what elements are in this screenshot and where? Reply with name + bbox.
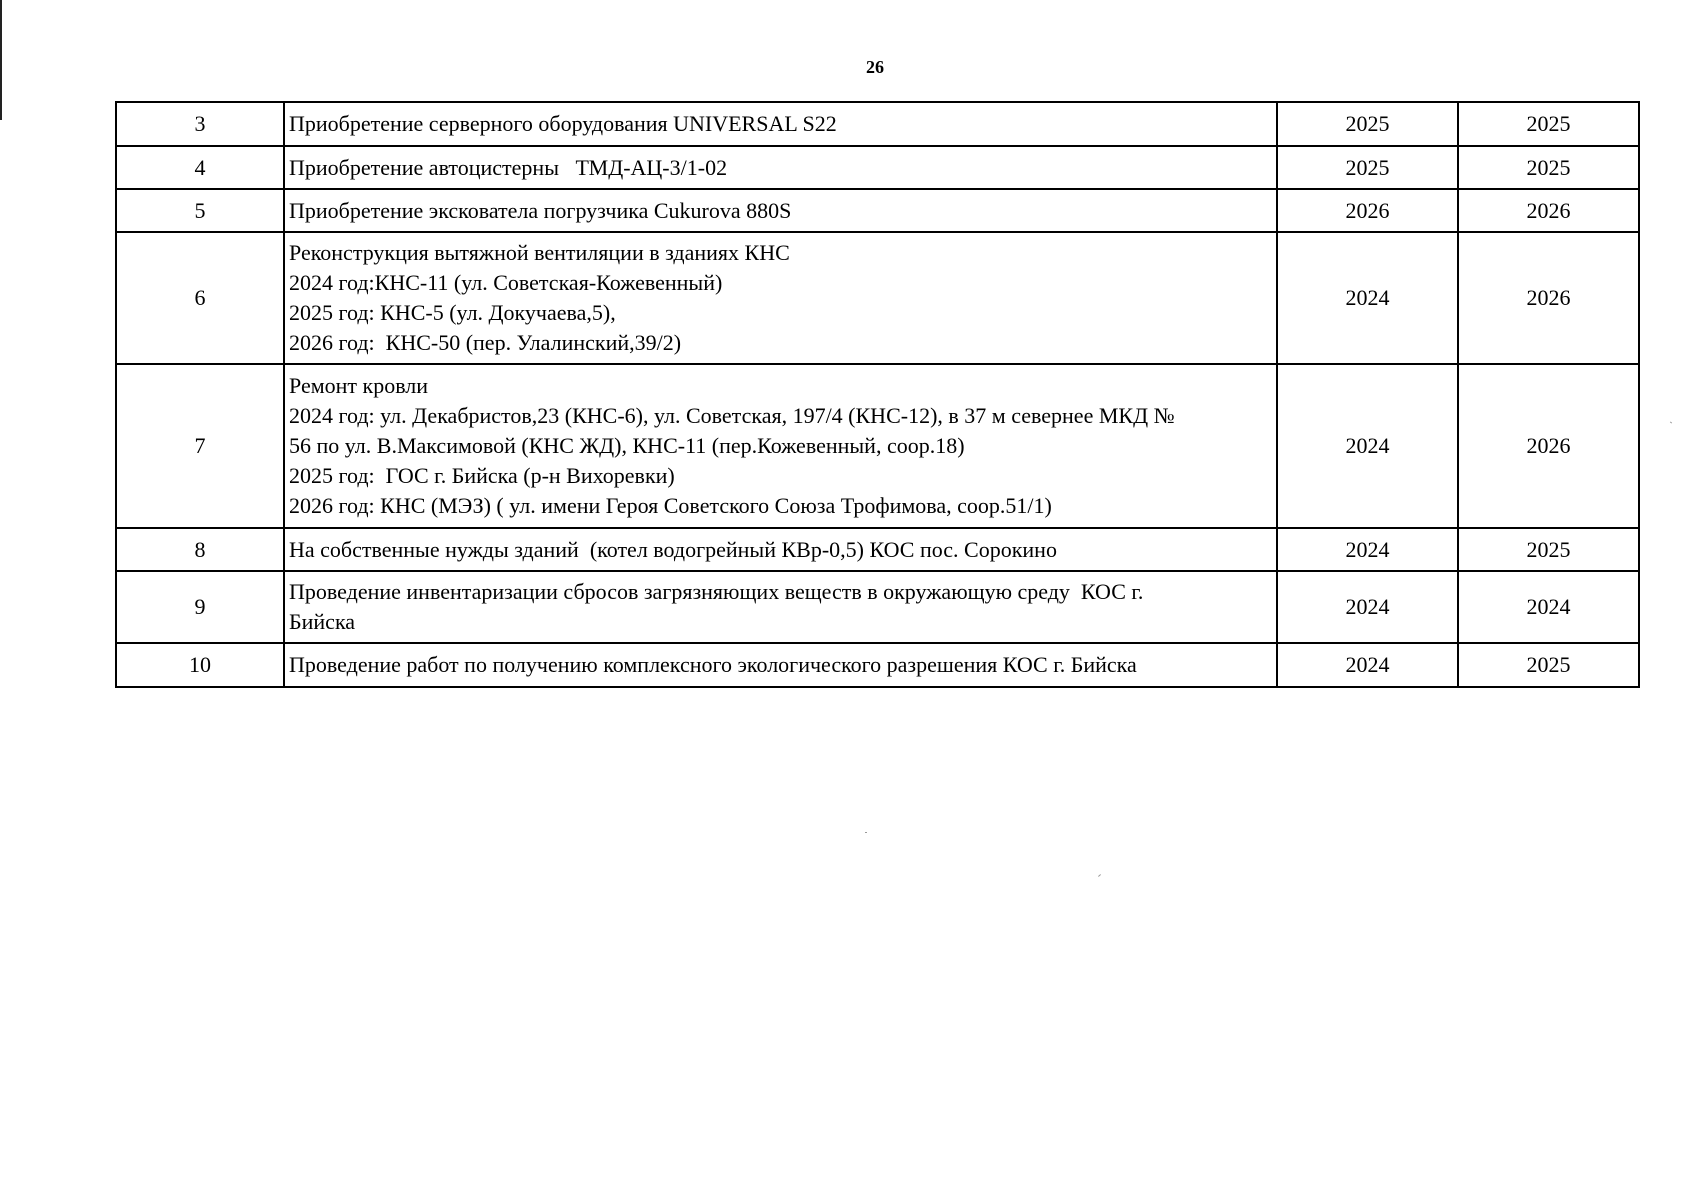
start-year: 2024 — [1277, 571, 1458, 643]
row-description — [284, 146, 1277, 189]
end-year: 2025 — [1458, 528, 1639, 571]
start-year: 2026 — [1277, 189, 1458, 232]
start-year: 2024 — [1277, 232, 1458, 364]
start-year: 2025 — [1277, 146, 1458, 189]
description-line: Приобретение серверного оборудования UNIVERSAL S22 — [289, 111, 837, 136]
page-number: 26 — [866, 57, 884, 77]
row-description — [284, 571, 1277, 643]
row-description — [284, 102, 1277, 146]
end-year: 2026 — [1458, 189, 1639, 232]
scan-speck — [865, 832, 867, 833]
row-description — [284, 232, 1277, 364]
end-year: 2025 — [1458, 643, 1639, 687]
table-row — [116, 571, 1639, 643]
row-number: 8 — [116, 528, 284, 571]
description-line: На собственные нужды зданий (котел водогрейный КВр-0,5) КОС пос. Сорокино — [289, 536, 1057, 562]
description-line: 2025 год: ГОС г. Бийска (р-н Вихоревки) — [289, 463, 675, 488]
description-line: Реконструкция вытяжной вентиляции в зданиях КНС — [289, 240, 790, 265]
row-number: 5 — [116, 189, 284, 232]
table-row — [116, 189, 1639, 232]
row-number: 9 — [116, 571, 284, 643]
table-row — [116, 102, 1639, 146]
description-line: Приобретение автоцистерны ТМД-АЦ-3/1-02 — [289, 154, 728, 180]
description-line: 56 по ул. В.Максимовой (КНС ЖД), КНС-11 (пер.Кожевенный, соор.18) — [289, 433, 965, 458]
table-row — [116, 528, 1639, 571]
end-year: 2024 — [1458, 571, 1639, 643]
description-line: 2026 год: КНС (МЭЗ) ( ул. имени Героя Советского Союза Трофимова, соор.51/1) — [289, 493, 1052, 518]
table-row — [116, 232, 1639, 364]
row-number: 4 — [116, 146, 284, 189]
row-number: 10 — [116, 643, 284, 687]
description-line: 2024 год: ул. Декабристов,23 (КНС-6), ул. Советская, 197/4 (КНС-12), в 37 м севернее МКД № — [289, 403, 1175, 428]
description-line: Проведение работ по получению комплексного экологического разрешения КОС г. Бийска — [289, 652, 1137, 677]
row-description — [284, 643, 1277, 687]
end-year: 2026 — [1458, 364, 1639, 528]
description-line: 2024 год:КНС-11 (ул. Советская-Кожевенный) — [289, 270, 723, 295]
measures-table — [115, 101, 1640, 688]
description-line: 2026 год: КНС-50 (пер. Улалинский,39/2) — [289, 330, 682, 355]
scan-speck — [1098, 874, 1101, 877]
description-line: Приобретение экскователа погрузчика Cukurova 880S — [289, 197, 792, 223]
row-number: 3 — [116, 102, 284, 146]
end-year: 2025 — [1458, 146, 1639, 189]
end-year: 2026 — [1458, 232, 1639, 364]
start-year: 2025 — [1277, 102, 1458, 146]
start-year: 2024 — [1277, 528, 1458, 571]
description-line: Проведение инвентаризации сбросов загрязняющих веществ в окружающую среду КОС г. — [289, 579, 1144, 604]
description-line: Бийска — [289, 609, 356, 634]
end-year: 2025 — [1458, 102, 1639, 146]
description-line: Ремонт кровли — [289, 373, 429, 398]
row-description — [284, 364, 1277, 528]
start-year: 2024 — [1277, 364, 1458, 528]
table-row — [116, 643, 1639, 687]
table-row — [116, 146, 1639, 189]
description-line: 2025 год: КНС-5 (ул. Докучаева,5), — [289, 300, 616, 325]
row-number: 6 — [116, 232, 284, 364]
start-year: 2024 — [1277, 643, 1458, 687]
table-row — [116, 364, 1639, 528]
row-description — [284, 528, 1277, 571]
row-number: 7 — [116, 364, 284, 528]
row-description — [284, 189, 1277, 232]
scan-speck — [1670, 421, 1672, 423]
